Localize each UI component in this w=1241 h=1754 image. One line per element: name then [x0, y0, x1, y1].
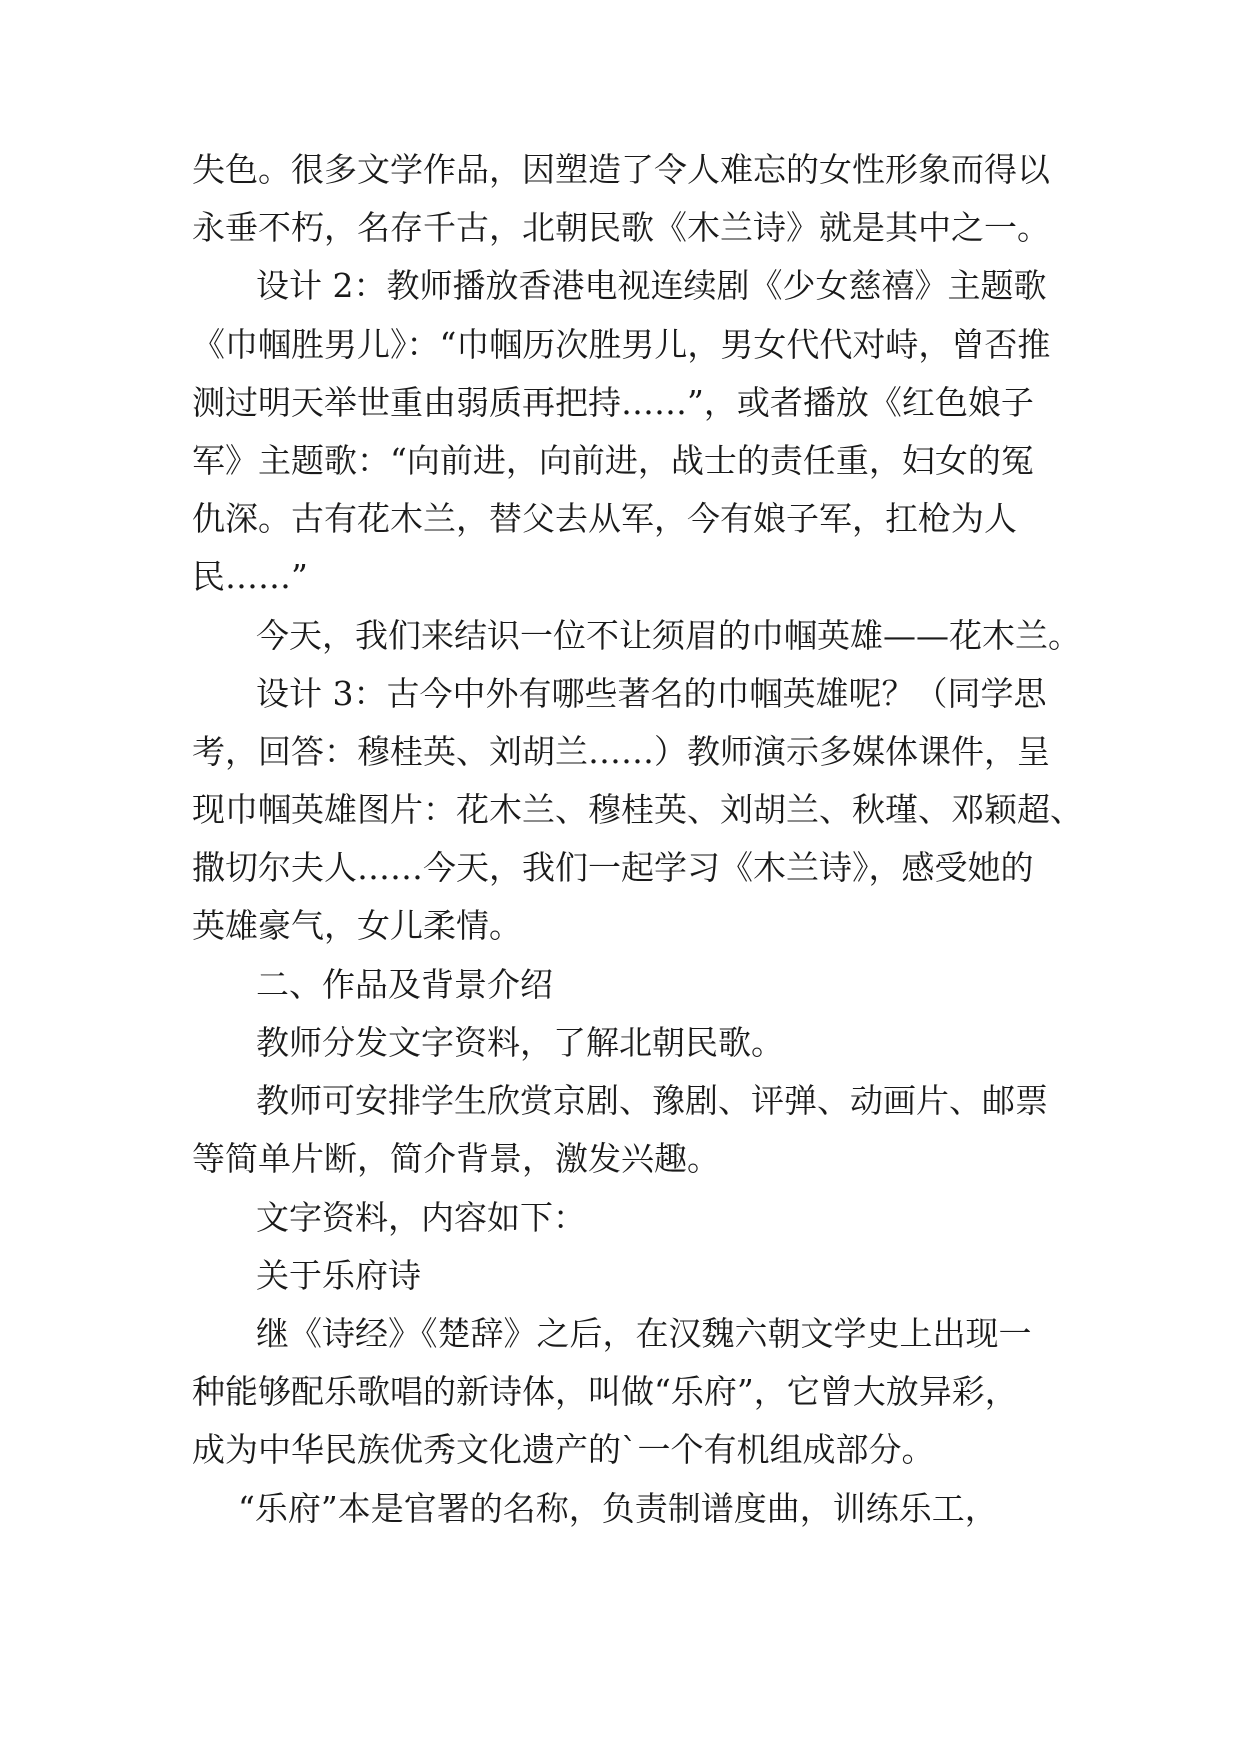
- text-line: 设计 3：古今中外有哪些著名的巾帼英雄呢？（同学思: [256, 674, 1047, 713]
- text-line: 撒切尔夫人……今天，我们一起学习《木兰诗》，感受她的: [192, 848, 1034, 887]
- text-line: 教师可安排学生欣赏京剧、豫剧、评弹、动画片、邮票: [256, 1081, 1048, 1120]
- text-line: 测过明天举世重由弱质再把持……”，或者播放《红色娘子: [192, 383, 1034, 422]
- text-line: 设计 2：教师播放香港电视连续剧《少女慈禧》主题歌: [256, 266, 1047, 305]
- section-heading: 二、作品及背景介绍: [256, 965, 553, 1004]
- text-line: 成为中华民族优秀文化遗产的`一个有机组成部分。: [192, 1430, 935, 1469]
- subsection-heading: 关于乐府诗: [256, 1256, 421, 1295]
- text-line: 《巾帼胜男儿》：“巾帼历次胜男儿，男女代代对峙，曾否推: [192, 325, 1051, 364]
- text-line: 文字资料，内容如下：: [256, 1198, 586, 1237]
- text-line: 军》主题歌：“向前进，向前进，战士的责任重，妇女的冤: [192, 441, 1034, 480]
- text-line: 今天，我们来结识一位不让须眉的巾帼英雄——花木兰。: [256, 616, 1081, 655]
- text-line: 仇深。古有花木兰，替父去从军，今有娘子军，扛枪为人: [192, 499, 1017, 538]
- text-line: “乐府”本是官署的名称，负责制谱度曲，训练乐工，: [238, 1489, 998, 1528]
- text-line: 现巾帼英雄图片：花木兰、穆桂英、刘胡兰、秋瑾、邓颖超、: [192, 790, 1083, 829]
- text-line: 考，回答：穆桂英、刘胡兰……）教师演示多媒体课件，呈: [192, 732, 1050, 771]
- text-line: 永垂不朽，名存千古，北朝民歌《木兰诗》就是其中之一。: [192, 208, 1050, 247]
- text-line: 种能够配乐歌唱的新诗体，叫做“乐府”，它曾大放异彩，: [192, 1372, 1018, 1411]
- text-line: 失色。很多文学作品，因塑造了令人难忘的女性形象而得以: [192, 150, 1050, 189]
- text-line: 教师分发文字资料，了解北朝民歌。: [256, 1023, 784, 1062]
- text-line: 民……”: [192, 557, 308, 596]
- text-line: 英雄豪气，女儿柔情。: [192, 906, 522, 945]
- text-line: 等简单片断，简介背景，激发兴趣。: [192, 1139, 720, 1178]
- text-line: 继《诗经》《楚辞》之后，在汉魏六朝文学史上出现一: [256, 1314, 1032, 1353]
